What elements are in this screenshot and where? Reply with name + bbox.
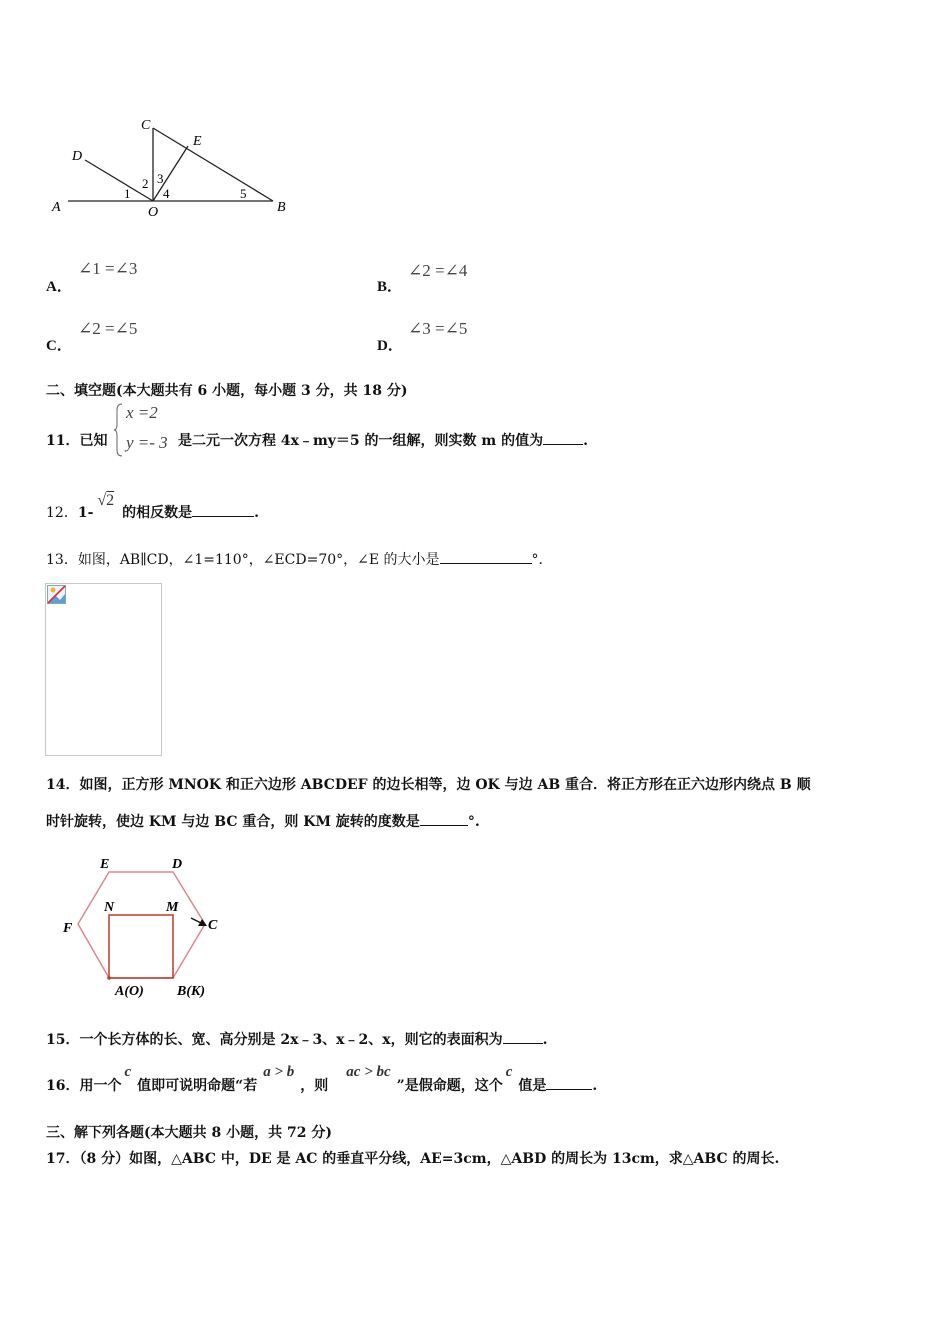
option-c-expr: ∠2 =∠5 [78, 319, 138, 338]
angle-label-5: 5 [240, 186, 247, 201]
q16-part-4: ”是假命题，这个 [396, 1078, 503, 1094]
option-d-letter: D． [377, 338, 403, 354]
angle-label-2: 2 [142, 176, 149, 191]
sqrt-icon: √2 [97, 492, 115, 509]
q16-var-c-2: c [505, 1064, 513, 1080]
angle-label-4: 4 [163, 186, 170, 201]
hex-label-d: D [172, 857, 183, 872]
q14-line-2 [46, 811, 480, 831]
q11-answer-blank[interactable] [543, 430, 583, 445]
q12-radical: 2 [106, 492, 115, 509]
section-2-heading: 二、填空题(本大题共有 6 小题，每小题 3 分，共 18 分) [46, 383, 408, 399]
q16-part-2: 值即可说明命题“若 [137, 1078, 258, 1094]
hex-label-c: C [208, 918, 218, 933]
q11-prefix: 11．已知 [46, 433, 108, 449]
label-c: C [141, 118, 151, 133]
q15-body [46, 1029, 548, 1049]
square-label-m: M [166, 900, 179, 915]
q13-end: °． [531, 552, 553, 568]
q14-end: °. [467, 814, 480, 830]
option-a-expr: ∠1 =∠3 [78, 259, 138, 278]
section-3-heading: 三、解下列各题(本大题共 8 小题，共 72 分) [46, 1125, 332, 1141]
label-b: B [277, 200, 286, 215]
point-a [107, 976, 111, 980]
q12-end: . [254, 505, 260, 521]
hex-label-f: F [63, 921, 73, 936]
option-a-letter: A． [46, 279, 72, 295]
q13-body [46, 549, 553, 569]
missing-figure-placeholder [45, 583, 162, 756]
label-d: D [72, 149, 83, 164]
q15-answer-blank[interactable] [503, 1029, 543, 1044]
q16-part-3: ，则 [300, 1078, 329, 1094]
q16-answer-blank[interactable] [546, 1075, 592, 1090]
option-b-letter: B． [377, 279, 403, 295]
q12-lead: 1- [77, 505, 94, 521]
line-cb [153, 128, 273, 201]
angle-label-3: 3 [157, 171, 164, 186]
q13-answer-blank[interactable] [440, 549, 532, 564]
q16-part-1: 16．用一个 [46, 1078, 122, 1094]
angle-figure [40, 110, 300, 225]
q14-text: 时针旋转，使边 KM 与边 BC 重合，则 KM 旋转的度数是 [46, 814, 420, 830]
q12-answer-blank[interactable] [192, 502, 254, 517]
option-b-expr: ∠2 =∠4 [408, 261, 468, 280]
q14-line-1: 14．如图，正方形 MNOK 和正六边形 ABCDEF 的边长相等，边 OK 与边 AB 重合．将正方形在正六边形内绕点 B 顺 [46, 777, 811, 793]
label-a-o: A(O) [115, 984, 144, 999]
hex-label-e: E [100, 857, 110, 872]
label-o: O [148, 205, 159, 220]
q15-text: 15．一个长方体的长、宽、高分别是 2x﹣3、x﹣2、x，则它的表面积为 [46, 1032, 503, 1048]
q12-number: 12． [46, 505, 78, 521]
q17-text: 17．（8 分）如图，△ABC 中，DE 是 AC 的垂直平分线，AE=3cm，△ABD 的周长为 13cm，求△ABC 的周长. [46, 1151, 780, 1167]
angle-label-1: 1 [124, 186, 131, 201]
option-c-letter: C． [46, 338, 72, 354]
hexagon-square-figure [55, 852, 235, 1002]
q12-body [46, 492, 260, 522]
system-brace [114, 402, 124, 458]
square [109, 915, 173, 978]
broken-image-icon [47, 585, 67, 605]
q16-condition: a > b [263, 1064, 295, 1080]
q11-end: . [583, 433, 588, 449]
square-label-n: N [104, 900, 115, 915]
q14-answer-blank[interactable] [420, 811, 468, 826]
q16-var-c-1: c [124, 1064, 132, 1080]
label-e: E [193, 134, 202, 149]
q16-conclusion: ac > bc [346, 1064, 391, 1080]
option-d-expr: ∠3 =∠5 [408, 319, 468, 338]
q11-system-line-1: x =2 [126, 403, 158, 422]
q13-text: 13．如图，AB∥CD，∠1=110°，∠ECD=70°，∠E 的大小是 [46, 552, 440, 568]
q15-end: . [542, 1032, 548, 1048]
q11-text: 是二元一次方程 4x﹣my＝5 的一组解，则实数 m 的值为 [178, 433, 544, 449]
q16-body [46, 1064, 598, 1095]
label-a: A [52, 200, 61, 215]
q16-end: . [592, 1078, 598, 1094]
q16-part-5: 值是 [518, 1078, 547, 1094]
q11-system-line-2: y =- 3 [126, 433, 168, 452]
label-b-k: B(K) [177, 984, 205, 999]
q11-body [178, 430, 588, 450]
q12-text: 的相反数是 [122, 505, 193, 521]
hexagon [78, 872, 205, 978]
